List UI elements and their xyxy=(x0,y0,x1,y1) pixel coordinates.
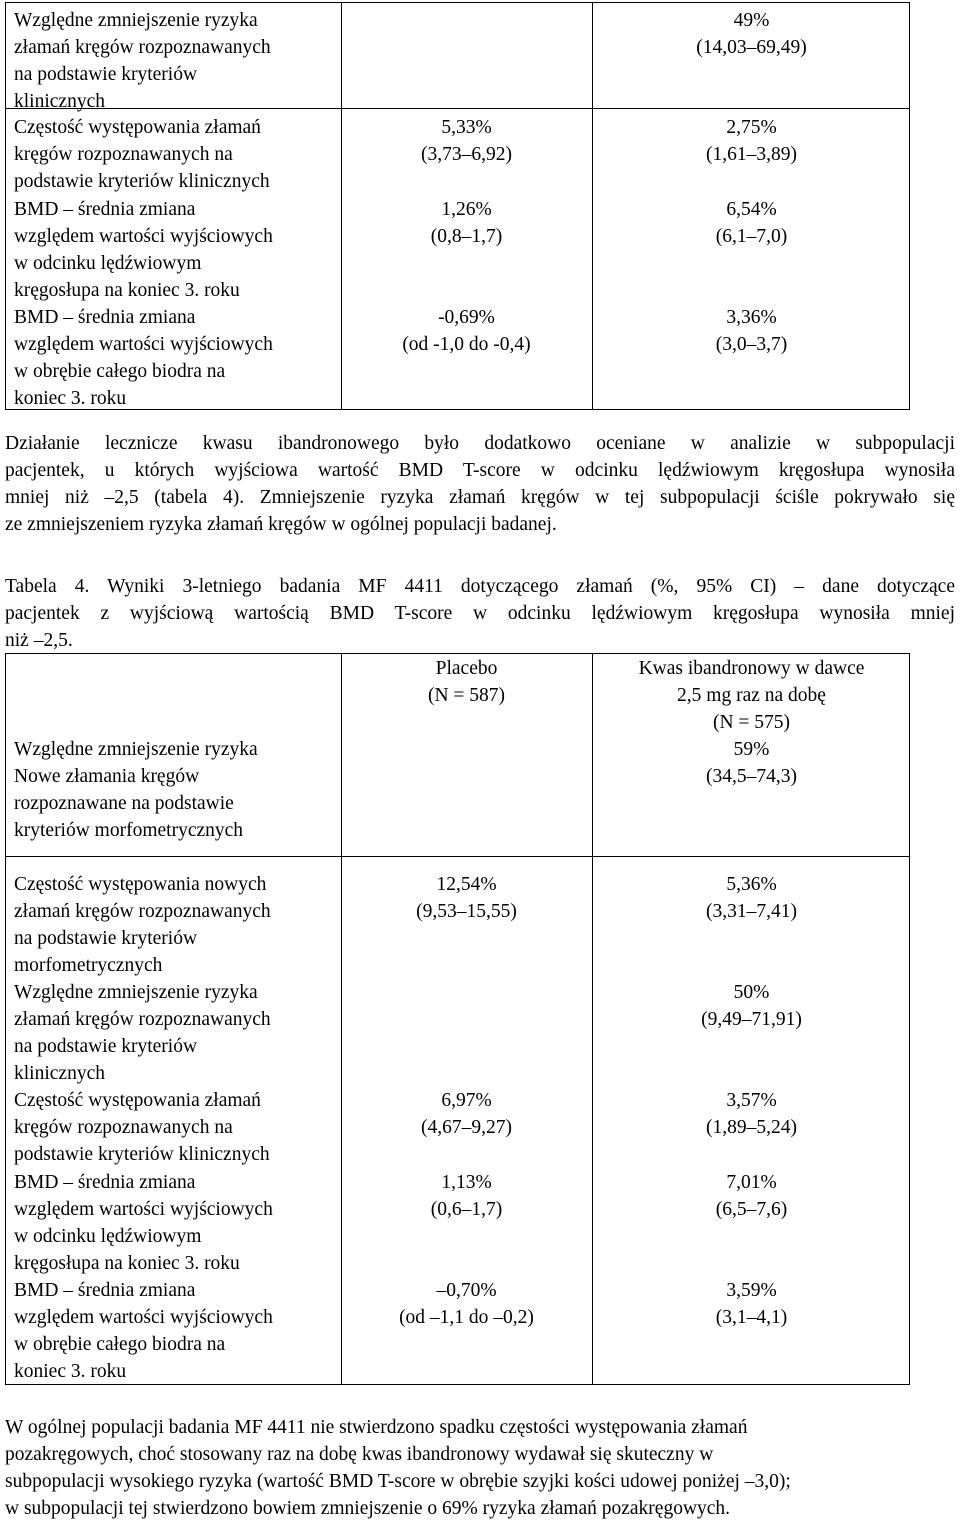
column-divider xyxy=(341,654,342,1384)
ibandronate-value: 3,36% (3,0–3,7) xyxy=(715,307,788,355)
body-paragraph: Działanie lecznicze kwasu ibandronowego było dodatkowo oceniane w analizie w subpopulacji pacjentek, u których wyjściowa wartość BMD T-score w odcinku lędźwiowym kręgosłupa wynosiła mniej niż –2,5 (tabela 4). Zmniejszenie ryzyka złamań kręgów w tej subpopulacji ściśle pokrywało się ze zmniejszeniem ryzyka złamań kręgów w ogólnej populacji badanej. xyxy=(5,433,955,535)
ibandronate-value: 7,01% (6,5–7,6) xyxy=(715,1172,788,1220)
placebo-value: 1,26% (0,8–1,7) xyxy=(430,199,503,247)
placebo-value: 12,54% (9,53–15,55) xyxy=(416,874,517,922)
placebo-value: –0,70% (od –1,1 do –0,2) xyxy=(399,1280,534,1328)
row-label: Względne zmniejszenie ryzyka Nowe złamania kręgów rozpoznawane na podstawie kryteriów morfometrycznych xyxy=(14,739,258,841)
row-label: Względne zmniejszenie ryzyka złamań kręgów rozpoznawanych na podstawie kryteriów klinicznych xyxy=(14,982,271,1084)
row-divider xyxy=(6,856,909,857)
ibandronate-value: 59% (34,5–74,3) xyxy=(706,739,797,787)
ibandronate-value: 50% (9,49–71,91) xyxy=(701,982,802,1030)
row-label: Względne zmniejszenie ryzyka złamań kręgów rozpoznawanych na podstawie kryteriów klinicznych xyxy=(14,10,271,112)
row-label: Częstość występowania złamań kręgów rozpoznawanych na podstawie kryteriów klinicznych xyxy=(14,117,270,192)
table-caption: Tabela 4. Wyniki 3-letniego badania MF 4411 dotyczącego złamań (%, 95% CI) – dane dotyczące pacjentek z wyjściową wartością BMD T-score w odcinku lędźwiowym kręgosłupa wynosiła mniej niż –2,5. xyxy=(5,576,955,651)
column-header-ibandronate: Kwas ibandronowy w dawce 2,5 mg raz na dobę (N = 575) xyxy=(638,658,865,733)
placebo-value: -0,69% (od -1,0 do -0,4) xyxy=(402,307,531,355)
row-label: BMD – średnia zmiana względem wartości wyjściowych w obrębie całego biodra na koniec 3. roku xyxy=(14,307,273,409)
row-label: BMD – średnia zmiana względem wartości wyjściowych w odcinku lędźwiowym kręgosłupa na koniec 3. roku xyxy=(14,1172,273,1274)
column-header-placebo: Placebo (N = 587) xyxy=(427,658,506,706)
row-label: Częstość występowania nowych złamań kręgów rozpoznawanych na podstawie kryteriów morfometrycznych xyxy=(14,874,271,976)
ibandronate-value: 3,59% (3,1–4,1) xyxy=(715,1280,788,1328)
row-label: BMD – średnia zmiana względem wartości wyjściowych w odcinku lędźwiowym kręgosłupa na koniec 3. roku xyxy=(14,199,273,301)
ibandronate-value: 2,75% (1,61–3,89) xyxy=(706,117,797,165)
placebo-value: 5,33% (3,73–6,92) xyxy=(421,117,512,165)
row-label: Częstość występowania złamań kręgów rozpoznawanych na podstawie kryteriów klinicznych xyxy=(14,1090,270,1165)
body-paragraph: W ogólnej populacji badania MF 4411 nie stwierdzono spadku częstości występowania złamań pozakręgowych, choć stosowany raz na dobę kwas ibandronowy wydawał się skuteczny w subpopulacji wysokiego ryzyka (wartość BMD T-score w obrębie szyjki kości udowej poniżej –3,0); w subpopulacji tej stwierdzono bowiem zmniejszenie o 69% ryzyka złamań pozakręgowych. xyxy=(5,1417,791,1519)
table-4 xyxy=(5,653,910,1385)
row-label: BMD – średnia zmiana względem wartości wyjściowych w obrębie całego biodra na koniec 3. roku xyxy=(14,1280,273,1382)
ibandronate-value: 6,54% (6,1–7,0) xyxy=(715,199,788,247)
placebo-value: 1,13% (0,6–1,7) xyxy=(430,1172,503,1220)
ibandronate-value: 3,57% (1,89–5,24) xyxy=(706,1090,797,1138)
ibandronate-value: 5,36% (3,31–7,41) xyxy=(706,874,797,922)
table-continuation xyxy=(5,2,910,410)
placebo-value: 6,97% (4,67–9,27) xyxy=(421,1090,512,1138)
ibandronate-value: 49% (14,03–69,49) xyxy=(696,10,807,58)
